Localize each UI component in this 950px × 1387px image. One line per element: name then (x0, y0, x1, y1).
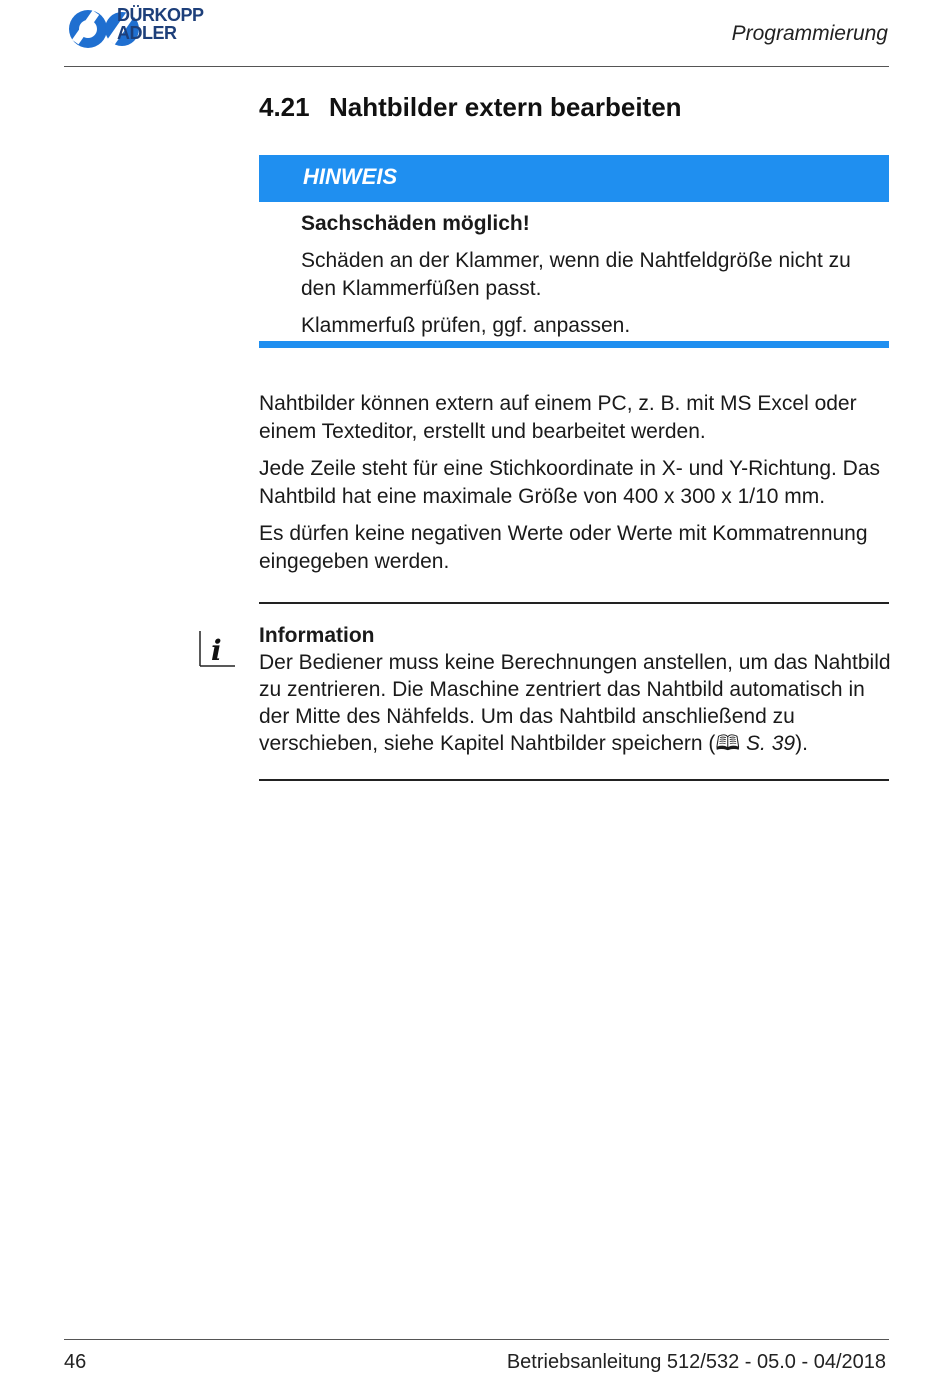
notice-label: HINWEIS (303, 164, 398, 189)
info-icon (199, 630, 236, 667)
svg-text:i: i (211, 634, 222, 667)
notice-body (301, 210, 891, 349)
notice-text: Schäden an der Klammer, wenn die Nahtfeldgröße nicht zu den Klammerfüßen passt. (301, 249, 851, 300)
body-text (259, 390, 894, 585)
info-block (259, 622, 894, 757)
notice-bottom-bar (259, 341, 889, 348)
header-divider (64, 66, 889, 67)
section-title: Nahtbilder extern bearbeiten (329, 92, 682, 122)
footer-divider (64, 1339, 889, 1340)
notice-header-bar (259, 155, 889, 202)
paragraph-3: Es dürfen keine negativen Werte oder Werte mit Kommatrennung eingegeben werden. (259, 522, 868, 573)
info-text: Der Bediener muss keine Berechnungen anstellen, um das Nahtbild zu zentrieren. Die Maschine zentriert das Nahtbild automatisch in der Mitte des Nähfelds. Um das Nahtbild anschließend zu verschieben, siehe Kapitel Nahtbilder speichern (🕮 S. 39). (259, 651, 891, 755)
page-reference-link[interactable]: S. 39 (746, 732, 796, 755)
section-number: 4.21 (259, 92, 310, 122)
notice-action: Klammerfuß prüfen, ggf. anpassen. (301, 314, 631, 337)
chapter-title: Programmierung (731, 22, 888, 45)
logo-wordmark: DÜRKOPP ADLER (117, 5, 204, 43)
info-divider-top (259, 602, 889, 604)
info-divider-bottom (259, 779, 889, 781)
book-icon: 🕮 (715, 732, 741, 755)
page-number: 46 (64, 1351, 87, 1373)
notice-heading: Sachschäden möglich! (301, 212, 530, 235)
section-heading (259, 92, 682, 123)
paragraph-2: Jede Zeile steht für eine Stichkoordinate in X- und Y-Richtung. Das Nahtbild hat eine maximale Größe von 400 x 300 x 1/10 mm. (259, 457, 881, 508)
paragraph-1: Nahtbilder können extern auf einem PC, z. B. mit MS Excel oder einem Texteditor, erstellt und bearbeitet werden. (259, 392, 857, 443)
info-title: Information (259, 624, 375, 647)
document-reference: Betriebsanleitung 512/532 - 05.0 - 04/2018 (506, 1351, 886, 1373)
